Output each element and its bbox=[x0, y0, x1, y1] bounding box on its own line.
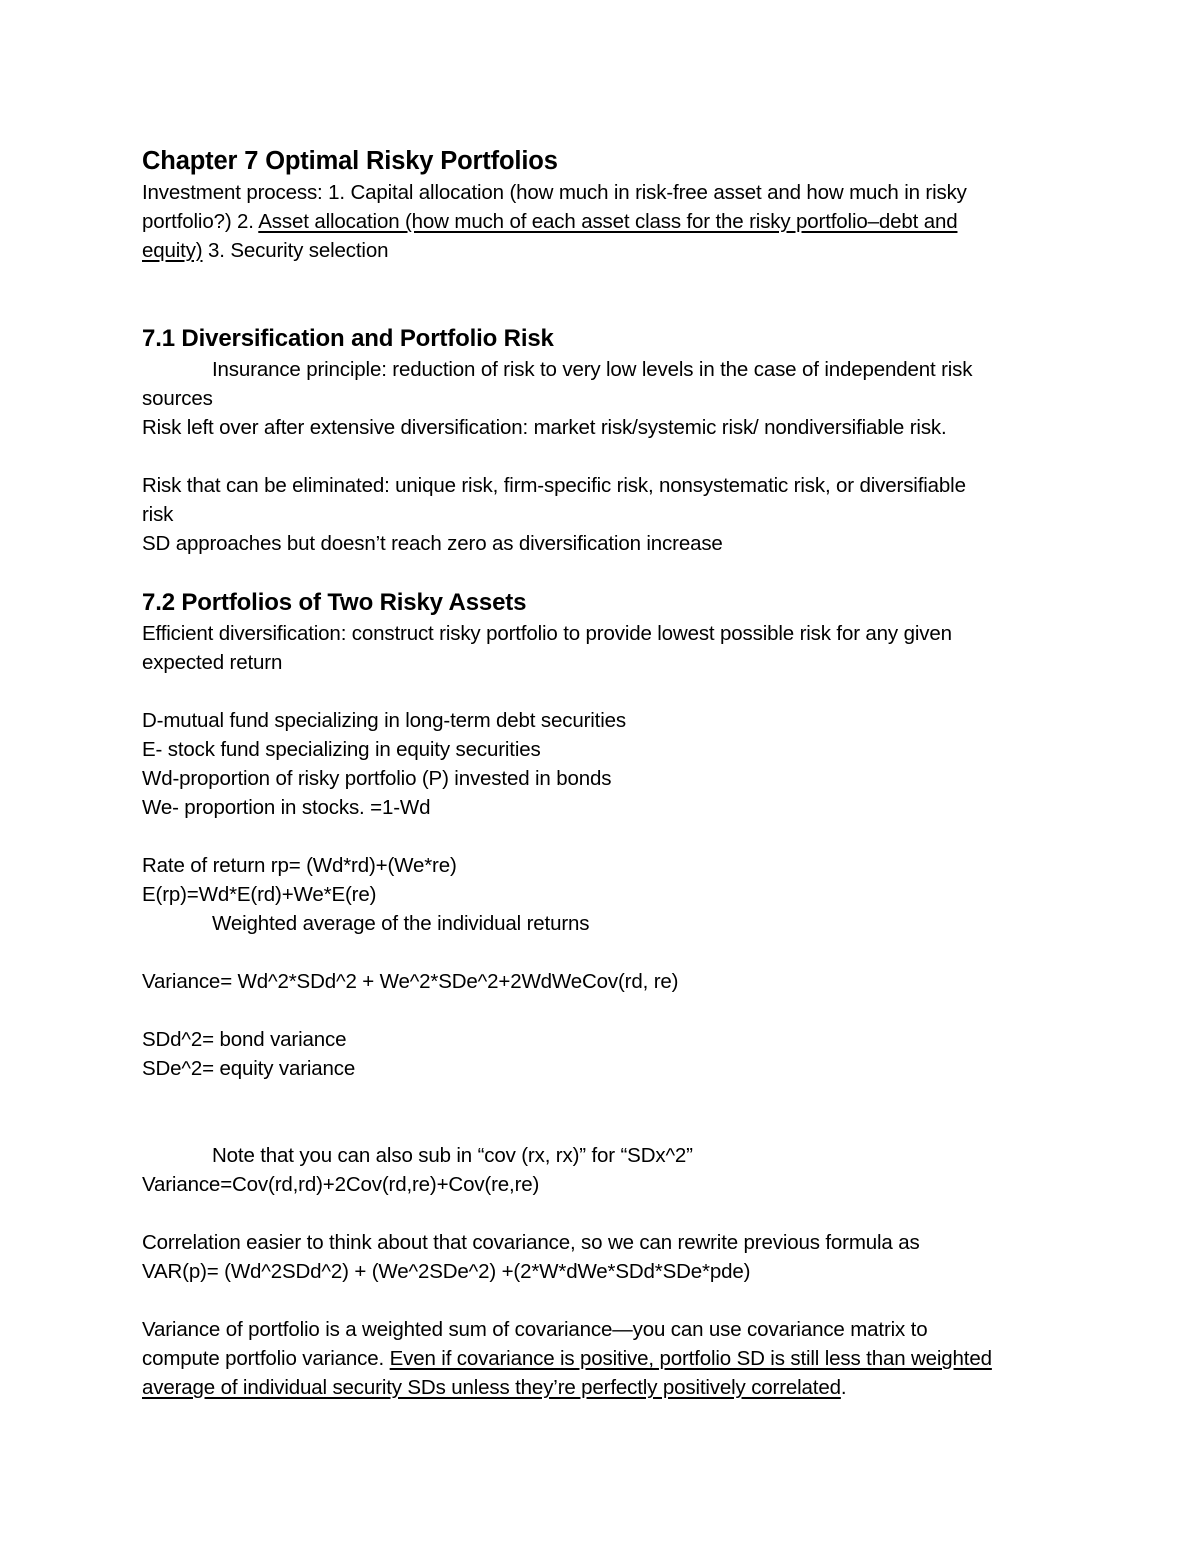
covariance-sub-note: Note that you can also sub in “cov (rx, rx)” for “SDx^2” bbox=[212, 1144, 693, 1167]
intro-line-3-text: 3. Security selection bbox=[202, 239, 389, 262]
intro-line-2 bbox=[142, 207, 1042, 236]
section-7-1-para-3: Risk left over after extensive diversification: market risk/systemic risk/ nondiversifiable risk. bbox=[142, 416, 947, 439]
final-para-line-2 bbox=[142, 1344, 1042, 1373]
spacer bbox=[142, 558, 1042, 587]
intro-line-3 bbox=[142, 236, 1042, 265]
intro-line-2-underlined: Asset allocation (how much of each asset class for the risky portfolio–debt and bbox=[258, 210, 958, 233]
section-7-1-heading: 7.1 Diversification and Portfolio Risk bbox=[142, 325, 554, 352]
spacer bbox=[142, 442, 1042, 471]
section-7-1-para-1: Insurance principle: reduction of risk to very low levels in the case of independent risk bbox=[212, 358, 973, 381]
equity-variance-def: SDe^2= equity variance bbox=[142, 1057, 356, 1080]
correlation-note: Correlation easier to think about that covariance, so we can rewrite previous formula as bbox=[142, 1231, 920, 1254]
final-para-line-3-text: . bbox=[840, 1376, 847, 1399]
spacer bbox=[142, 1083, 1042, 1141]
intro-line-3-underlined: equity) bbox=[142, 239, 203, 262]
spacer bbox=[142, 822, 1042, 851]
bond-variance-def: SDd^2= bond variance bbox=[142, 1028, 347, 1051]
variance-formula: Variance= Wd^2*SDd^2 + We^2*SDe^2+2WdWeCov(rd, re) bbox=[142, 970, 679, 993]
spacer bbox=[142, 677, 1042, 706]
spacer bbox=[142, 1286, 1042, 1315]
variance-cov-formula: Variance=Cov(rd,rd)+2Cov(rd,re)+Cov(re,re) bbox=[142, 1173, 540, 1196]
final-para-line-3-underlined: average of individual security SDs unless they’re perfectly positively correlated bbox=[142, 1376, 841, 1399]
definition-e: E- stock fund specializing in equity securities bbox=[142, 738, 541, 761]
section-7-2-para-2: expected return bbox=[142, 651, 283, 674]
section-7-1-para-2: sources bbox=[142, 387, 213, 410]
section-7-2-heading: 7.2 Portfolios of Two Risky Assets bbox=[142, 589, 527, 616]
var-p-formula: VAR(p)= (Wd^2SDd^2) + (We^2SDe^2) +(2*W*dWe*SDd*SDe*pde) bbox=[142, 1260, 751, 1283]
section-7-1-para-6: SD approaches but doesn’t reach zero as diversification increase bbox=[142, 532, 723, 555]
definition-d: D-mutual fund specializing in long-term debt securities bbox=[142, 709, 626, 732]
spacer bbox=[142, 996, 1042, 1025]
intro-line-2-text: portfolio?) 2. bbox=[142, 210, 259, 233]
intro-line-1: Investment process: 1. Capital allocation (how much in risk-free asset and how much in risky bbox=[142, 181, 967, 204]
final-para-line-2-text: compute portfolio variance. bbox=[142, 1347, 390, 1370]
rate-of-return-formula: Rate of return rp= (Wd*rd)+(We*re) bbox=[142, 854, 457, 877]
section-7-1-para-5: risk bbox=[142, 503, 174, 526]
chapter-title: Chapter 7 Optimal Risky Portfolios bbox=[142, 147, 558, 175]
spacer bbox=[142, 938, 1042, 967]
final-para-line-3 bbox=[142, 1373, 1042, 1402]
spacer bbox=[142, 265, 1042, 323]
section-7-1-para-4: Risk that can be eliminated: unique risk, firm-specific risk, nonsystematic risk, or diversifiable bbox=[142, 474, 966, 497]
final-para-line-1: Variance of portfolio is a weighted sum of covariance—you can use covariance matrix to bbox=[142, 1318, 928, 1341]
spacer bbox=[142, 1199, 1042, 1228]
definition-we: We- proportion in stocks. =1-Wd bbox=[142, 796, 431, 819]
expected-return-formula: E(rp)=Wd*E(rd)+We*E(re) bbox=[142, 883, 377, 906]
final-para-line-2-underlined: Even if covariance is positive, portfolio SD is still less than weighted bbox=[389, 1347, 992, 1370]
section-7-2-para-1: Efficient diversification: construct risky portfolio to provide lowest possible risk for any given bbox=[142, 622, 952, 645]
definition-wd: Wd-proportion of risky portfolio (P) invested in bonds bbox=[142, 767, 612, 790]
document-body bbox=[142, 144, 1042, 1402]
weighted-average-note: Weighted average of the individual returns bbox=[212, 912, 590, 935]
